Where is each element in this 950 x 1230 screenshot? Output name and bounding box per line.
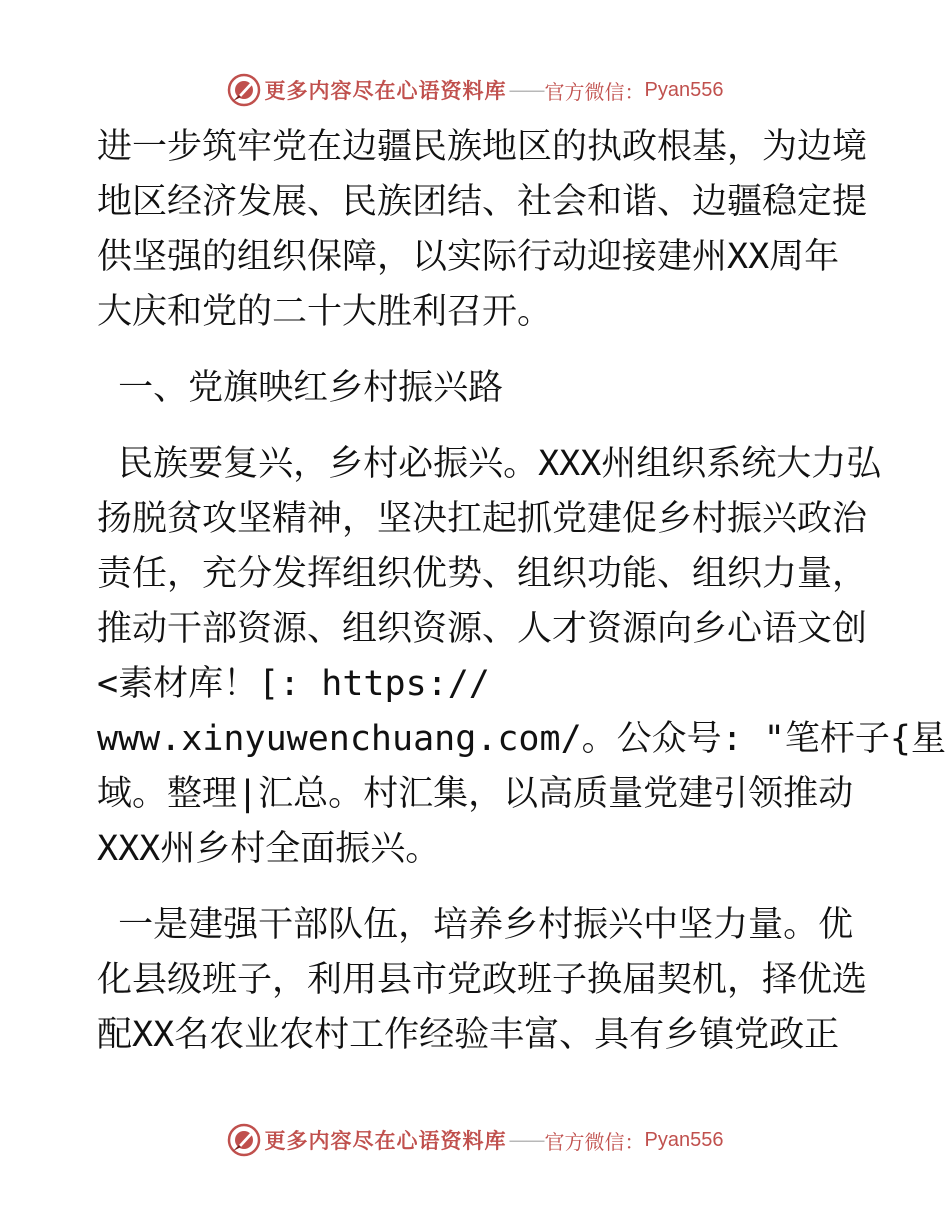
pen-logo-icon [227,1123,261,1157]
watermark-footer [0,1120,950,1160]
section-heading [97,361,857,416]
text-line: 化县级班子，利用县市党政班子换届契机，择优选 [97,960,868,1000]
watermark-wechat-id: Pyan556 [644,78,724,101]
text-line: 供坚强的组织保障，以实际行动迎接建州XX周年 [97,237,840,277]
paragraph [97,120,868,340]
document-body [97,120,946,1063]
text-line: 民族要复兴，乡村必振兴。XXX州组织系统大力弘 [97,444,882,484]
text-line: 一是建强干部队伍，培养乡村振兴中坚力量。优 [97,905,854,945]
text-line: 大庆和党的二十大胜利召开。 [97,292,553,332]
text-line: 责任，充分发挥组织优势、组织功能、组织力量， [97,554,868,594]
text-line: 扬脱贫攻坚精神，坚决扛起抓党建促乡村振兴政治 [97,499,868,539]
watermark-separator: —— [508,1128,543,1152]
paragraph [97,898,868,1063]
paragraph [97,437,946,877]
text-line: 推动干部资源、组织资源、人才资源向乡心语文创 [97,609,868,649]
watermark-wechat-label: 官方微信： [544,79,645,104]
text-line: 配XX名农业农村工作经验丰富、具有乡镇党政正 [97,1015,840,1055]
text-line: <素材库！[: https:// [97,664,490,704]
text-line: www.xinyuwenchuang.com/。公众号: "笔杆子{星 [97,719,946,759]
watermark-header [0,70,950,110]
text-line: XXX州乡村全面振兴。 [97,829,441,869]
text-line: 域。整理|汇总。村汇集，以高质量党建引领推动 [97,774,854,814]
text-line: 进一步筑牢党在边疆民族地区的执政根基，为边境 [97,127,868,167]
watermark-separator: —— [508,78,543,102]
text-line: 地区经济发展、民族团结、社会和谐、边疆稳定提 [97,182,868,222]
watermark-main-text: 更多内容尽在心语资料库 [264,1128,507,1153]
watermark-wechat-label: 官方微信： [544,1129,645,1154]
heading-text: 一、党旗映红乡村振兴路 [97,368,504,408]
watermark-main-text: 更多内容尽在心语资料库 [264,78,507,103]
watermark-wechat-id: Pyan556 [644,1128,724,1151]
pen-logo-icon [227,73,261,107]
